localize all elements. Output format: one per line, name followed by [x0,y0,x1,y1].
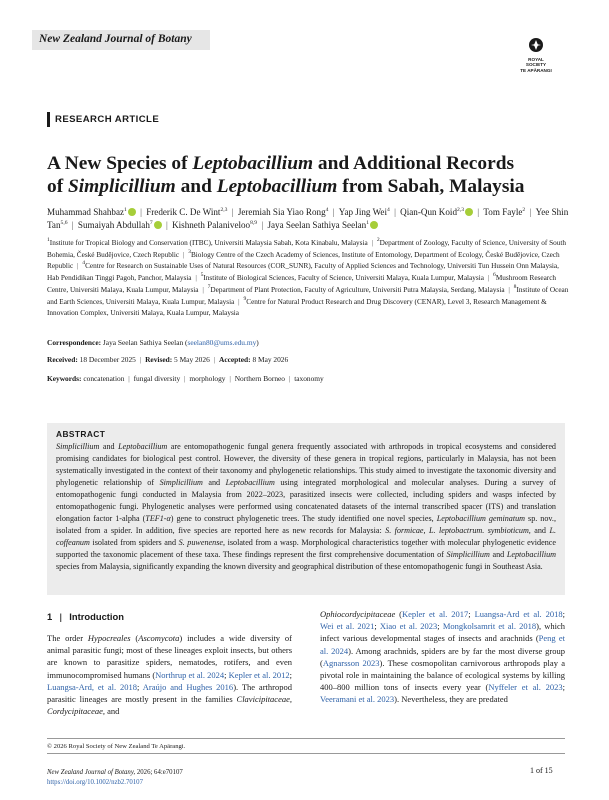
doi-link[interactable]: https://doi.org/10.1002/nzb2.70107 [47,778,143,786]
italic-term: Leptobacillium geminatum [436,514,526,524]
separator: | [369,239,375,247]
author [339,207,390,217]
text-run: ; [374,621,380,632]
author [78,220,162,230]
abstract-box [47,423,565,595]
author-name: Sumaiyah Abdullah [77,220,150,231]
author-name: Tom Fayle [483,207,523,217]
author-name: Qian-Qun Koid [400,207,457,217]
author-list [47,206,569,233]
affiliation-mark: 8 [513,283,517,290]
citation-volume: 2026; 64:e70107 [135,769,183,776]
affiliation-text: Centre for Natural Product Research and Drug Discovery (CENAR), Level 3, Research Management & Innovation Complex, Universiti Malaya, Kuala Lumpur, Malaysia [47,297,547,318]
orcid-icon[interactable] [154,221,162,229]
correspondence-email[interactable]: seelan80@ums.edu.my [187,338,257,347]
text-run: ; [437,621,443,632]
separator: | [506,285,512,294]
citation-link[interactable]: Luangsa-Ard et al. 2018 [474,609,563,619]
italic-term: Hypocreales [87,633,131,643]
text-run: ) gene to construct phylogenetic trees. The study identified one novel species, [170,514,437,524]
separator: | [259,220,266,231]
keyword: morphology [189,374,226,383]
citation-link[interactable]: Luangsa-Ard, et al. 2018 [47,681,137,692]
citation-journal: New Zealand Journal of Botany, [47,769,136,776]
italic-term: Simplicillium [159,478,203,488]
section-title: Introduction [69,611,124,622]
logo-line-2: SOCIETY [525,62,547,68]
logo-line-3: TE APĀRANGI [520,67,552,73]
text-run: ; [468,609,475,619]
text-run: and [99,442,119,451]
society-emblem-icon [528,37,544,53]
affiliation-text: Department of Zoology, Faculty of Science, University of South Bohemia, České Budějovice, Czech Republic [47,239,567,259]
author-affiliation-mark: 2,3 [220,207,228,213]
divider [47,738,565,739]
separator: | [69,220,76,231]
affiliation-text: Institute of Biological Sciences, Faculty of Science, Universiti Malaya, Kuala Lumpur, Malaysia [203,274,484,283]
italic-term: Clavicipitaceae, Cordycipitaceae, [47,694,292,717]
affiliation-mark: 7 [207,283,211,290]
revised-date: 5 May 2026 [174,355,210,364]
title-text: A New Species of [47,153,193,174]
author-affiliation-mark: 1 [366,220,370,227]
text-run: ; [224,669,229,680]
logo-line-1: ROYAL [528,56,544,62]
separator: | [287,374,293,383]
title-text: and Additional Records [313,153,515,174]
separator: | [213,355,216,364]
affiliation-mark: 4 [82,260,86,267]
text-run: ) includes a wide diversity of animal parasitic fungi; most of these lineages exploit insects, but others are known to parasitize spiders, nematodes, rotifers, and even immunocompromised humans ( [47,633,293,680]
affiliation-text: Institute for Tropical Biology and Conservation (ITBC), Universiti Malaysia Sabah, Kota Kinabalu, Malaysia [49,239,368,247]
author-name: Muhammad Shahbaz [47,207,125,217]
affiliation-text: Centre for Research on Sustainable Uses of Natural Resources (COR_SUNR), Faculty of Applied Sciences and Technology, Universiti Tun Hussein Onn Malaysia, Hab Pendidikan Tinggi Pagoh, Panchor, Malaysia [47,262,559,283]
separator: | [126,374,132,383]
italic-term: Ophiocordycipitaceae [320,609,396,619]
separator: | [75,262,81,271]
author-name: Kishneth Palaniveloo [172,220,251,231]
section-number: 1 [47,611,53,622]
citation-link[interactable]: Kepler et al. 2017 [401,609,469,619]
author-affiliation-mark: 2 [522,207,526,213]
accepted-date: 8 May 2026 [252,355,289,364]
accepted-label: Accepted: [218,355,251,364]
author [47,207,136,217]
author-name: Jeremiah Sia Yiao Rong [237,207,326,217]
italic-term: Simplicillium [446,550,490,560]
keyword: fungal diversity [133,374,181,383]
affiliation-mark: 6 [493,272,496,279]
citation-link[interactable]: Agnarsson 2023 [322,657,380,668]
paper-title [47,152,567,198]
text-run: sp. nov., isolated from a spider. In addition, five species are reported here as new records for Malaysia: [56,514,556,536]
keyword: Northern Borneo [234,374,285,383]
author-name: Jaya Seelan Sathiya Seelan [267,220,367,231]
abstract-heading: ABSTRACT [56,429,106,439]
separator: | [137,207,145,217]
italic-term: Leptobacillium [118,442,168,451]
affiliation-mark: 2 [376,237,380,243]
text-run: , isolated from a wasp. Morphological characteristics together with molecular phylogenetic evidence supported the taxonomic placement of these taxa. These findings represent the first comprehensive documentation of [56,538,557,560]
author [146,207,227,217]
text-run: ). These cosmopolitan carnivorous arthropods play a pivotal role in maintaining the balance of ecological systems by killing 400–800 million tons of insects every year ( [320,657,565,693]
text-run: and [530,526,550,536]
separator: | [163,220,171,231]
divider [47,753,565,754]
correspondence: Correspondence: Jaya Seelan Sathiya Seelan (seelan80@ums.edu.my) [47,338,259,347]
text-run: ; [562,609,565,619]
title-genus: Leptobacillium [192,153,314,174]
orcid-icon[interactable] [128,208,136,216]
text-run: ). Among arachnids, spiders are by far the most diverse group ( [320,645,565,668]
text-run: using integrated morphological and molecular analyses. During a survey of entomopathogenic fungi conducted in Malaysia from 2022–2023, parasitized insects were collected, including spiders and wasps infected by entomopathogenic fungi. Phylogenetic analyses were performed using concatenated datasets of the internal transcribed spacer (ITS) and translation elongation factor 1-alpha ( [56,478,556,524]
keyword: concatenation [83,374,125,383]
text-run: ; [562,682,565,693]
author-affiliation-mark: 2,3 [457,207,464,213]
text-run: The order [47,633,88,643]
affiliation-mark: 5 [200,272,204,279]
author [267,220,378,230]
abstract-text [56,441,556,574]
author [483,207,525,217]
text-run: ). Nevertheless, they are predated [394,694,508,705]
author-name: Yap Jing Wei [338,207,387,217]
citation-link[interactable]: Peng et al. 2024 [320,633,565,656]
separator: | [527,207,534,217]
affiliation-mark: 1 [47,237,50,243]
affiliation-mark: 3 [188,248,191,255]
revised-label: Revised: [145,355,173,364]
text-run: ; [136,681,143,692]
text-run: ). The arthropod parasitic lineages are mostly present in the families [47,681,292,705]
section-heading [47,611,124,622]
separator: | [56,611,65,622]
title-genus: Simplicillium [68,176,176,197]
italic-term: Leptobacillium [225,478,275,488]
affiliation-mark: 9 [243,295,247,302]
separator: | [391,207,399,217]
citation-link[interactable]: Araújo and Hughes 2016 [142,681,234,692]
orcid-icon[interactable] [465,208,473,216]
separator: | [227,374,233,383]
journal-name: New Zealand Journal of Botany [39,33,192,45]
separator: | [182,374,188,383]
italic-term: Ascomycota [138,633,180,643]
affiliation-text: Department of Plant Protection, Faculty of Agriculture, Universiti Putra Malaysia, Serdang, Malaysia [210,285,505,294]
separator: | [193,274,199,283]
journal-banner [32,30,210,50]
keyword: taxonomy [294,374,324,383]
separator: | [139,355,142,364]
separator: | [229,207,236,217]
author [238,207,329,217]
text-run: ( [395,609,402,619]
separator: | [181,250,187,259]
citation-link[interactable]: Nyffeler et al. 2023 [488,682,563,693]
page-number: 1 of 15 [530,766,553,775]
affiliation-text: Institute of Ocean and Earth Sciences, Universiti Malaya, Kuala Lumpur, Malaysia [47,285,569,306]
separator: | [200,285,206,294]
correspondence-label: Correspondence: [47,338,102,347]
text-run: species from Malaysia, significantly expanding the known diversity and geographical distribution of these entomopathogenic fungi in Southeast Asia. [56,562,543,572]
copyright: © 2026 Royal Society of New Zealand Te Apārangi. [47,743,186,750]
body-column-left [47,632,292,717]
article-dates [47,354,288,365]
received-date: 18 December 2025 [79,355,136,364]
title-text: from Sabah, Malaysia [337,176,525,197]
title-text: and [175,176,217,197]
text-run: are entomopathogenic fungal genera frequently associated with arthropods in tropical ecosystems and considered promising candidates for biological pest control. However, the diversity of these genera in tropical regions, particularly in Malaysia, has not been systematically investigated in the context of their taxonomy and phylogenetic relationships. This study aimed to investigate the taxonomic diversity and phylogenetic relationship of [56,442,556,488]
keywords-label: Keywords: [47,374,82,383]
text-run: and [489,550,507,560]
separator: | [330,207,337,217]
title-genus: Leptobacillium [216,176,338,197]
text-run: and [105,706,120,717]
affiliations [47,238,569,320]
author-name: Yee Shin Tan [47,207,569,231]
correspondence-name: Jaya Seelan Sathiya Seelan [102,338,184,347]
author-affiliation-mark: 4 [387,207,390,213]
footer-citation [47,768,183,787]
citation-link[interactable]: Veeramani et al. 2023 [320,694,395,705]
citation-link[interactable]: Mongkolsamrit et al. 2018 [442,621,537,632]
author-affiliation-mark: 1 [124,207,127,213]
author-affiliation-mark: 5,6 [60,220,68,227]
body-column-right [320,608,565,706]
text-run: ; [289,669,292,680]
separator: | [485,274,492,283]
citation-link[interactable]: Kepler et al. 2012 [228,669,290,680]
text-run: ), which infect various developmental stages of insects and arachnids ( [320,621,566,644]
separator: | [236,297,242,306]
royal-society-logo [512,37,560,73]
title-text: of [47,176,69,197]
author-affiliation-mark: 8,9 [250,220,258,227]
separator: | [475,207,482,217]
italic-term: TEF1-α [145,514,171,524]
affiliation-text: Biology Centre of the Czech Academy of Sciences, Institute of Entomology, Department of Ecology, České Budějovice, Czech Republic [47,250,560,271]
text-run: and [202,478,226,488]
article-type: RESEARCH ARTICLE [47,112,159,127]
italic-term: Leptobacillium [506,550,557,560]
author-affiliation-mark: 4 [325,207,329,213]
keywords [47,373,324,384]
author [172,220,257,230]
text-run: isolated from spiders and [89,538,179,548]
text-run: ( [130,633,139,643]
italic-term: Simplicillium [56,442,100,451]
author [400,207,473,217]
italic-term: S. formicae, L. leptobactrum. symbioticum, [385,526,531,536]
affiliation-text: Mushroom Research Centre, Universiti Malaya, Kuala Lumpur, Malaysia [47,274,557,294]
author-name: Frederik C. De Wint [146,207,221,217]
citation-link[interactable]: Xiao et al. 2023 [379,621,438,632]
orcid-icon[interactable] [370,221,378,229]
italic-term: S. puwenense [178,538,223,548]
author-affiliation-mark: 7 [149,220,153,227]
italic-term: L. coffeanum [56,526,556,548]
received-label: Received: [47,355,78,364]
citation-link[interactable]: Wei et al. 2021 [320,621,375,632]
citation-link[interactable]: Northrup et al. 2024 [155,669,225,680]
